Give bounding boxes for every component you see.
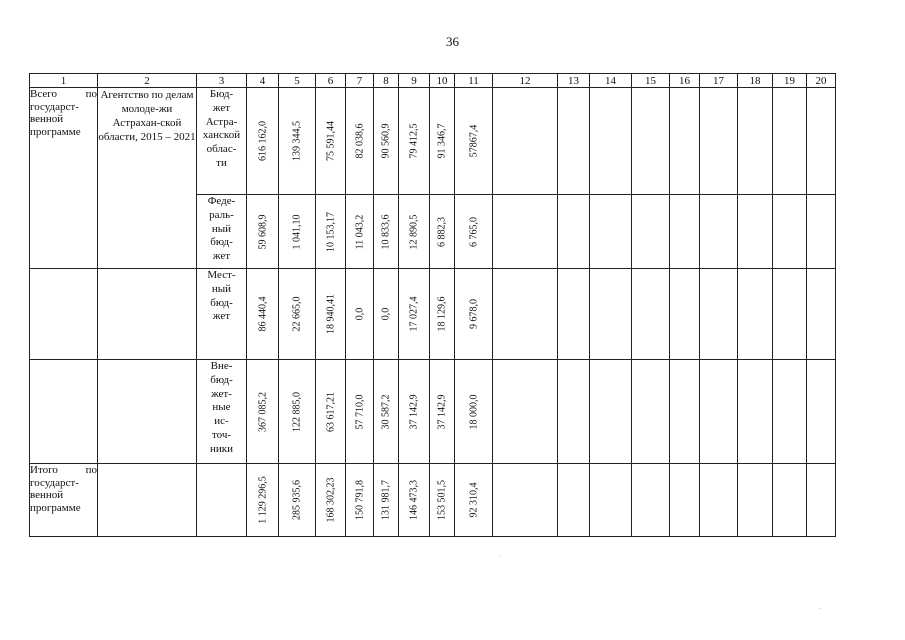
empty-cell: [590, 88, 632, 195]
header-cell: 14: [590, 74, 632, 88]
source-line: ти: [216, 156, 227, 169]
value-text: 63 617,21: [325, 391, 336, 432]
empty-cell: [558, 195, 590, 269]
source-line: бюд-: [210, 236, 233, 249]
value-text: 22 665,0: [291, 296, 303, 332]
value-text: 86 440,4: [257, 296, 268, 332]
value-cell: [247, 195, 279, 269]
source-line: бюд-: [210, 296, 233, 309]
empty-cell: [590, 360, 632, 464]
source-line: ники: [209, 442, 233, 455]
source-line: ис-: [214, 415, 229, 428]
empty-cell: [670, 360, 700, 464]
value-cell: [374, 360, 399, 464]
scan-speck: [500, 556, 501, 557]
value-text: 17 027,4: [408, 296, 420, 332]
value-text: 150 791,8: [354, 480, 365, 520]
empty-cell: [700, 464, 738, 537]
value-text: 18 000,0: [468, 394, 479, 429]
value-text: 91 346,7: [436, 123, 448, 159]
header-cell: 19: [773, 74, 807, 88]
value-cell: [374, 195, 399, 269]
value-cell: [430, 269, 455, 360]
value-cell: [430, 360, 455, 464]
value-cell: [399, 360, 430, 464]
empty-cell: [807, 360, 836, 464]
header-cell: 18: [738, 74, 773, 88]
empty-cell: [632, 464, 670, 537]
empty-cell: [700, 195, 738, 269]
value-cell: [430, 464, 455, 537]
value-text: 12 890,5: [408, 214, 420, 249]
empty-cell: [493, 269, 558, 360]
empty-cell: [738, 269, 773, 360]
value-text: 168 302,23: [325, 477, 336, 523]
funding-source-cell: [197, 195, 247, 269]
value-cell: [455, 464, 493, 537]
source-line: жет: [212, 101, 231, 114]
empty-cell: [738, 464, 773, 537]
empty-cell: [558, 464, 590, 537]
source-line: Феде-: [207, 195, 236, 207]
value-text: 6 882,3: [436, 216, 448, 247]
empty-cell: [493, 88, 558, 195]
value-text: 285 935,6: [291, 480, 303, 520]
value-text: 0,0: [380, 307, 392, 321]
table-row: [30, 464, 836, 537]
funding-source-cell: [197, 360, 247, 464]
value-text: 11 043,2: [354, 214, 365, 249]
table-row: [30, 269, 836, 360]
source-line: ный: [211, 222, 232, 235]
value-text: 1 129 296,5: [257, 476, 268, 524]
value-cell: [346, 269, 374, 360]
source-line: жет: [212, 250, 231, 263]
value-cell: [247, 269, 279, 360]
empty-cell: [670, 464, 700, 537]
page-number: 36: [446, 34, 459, 49]
value-cell: [316, 269, 346, 360]
value-text: 6 765,0: [468, 216, 479, 247]
header-cell: 17: [700, 74, 738, 88]
source-line: точ-: [211, 428, 232, 441]
value-text: 131 981,7: [380, 480, 392, 520]
empty-cell: [738, 88, 773, 195]
empty-cell: [700, 360, 738, 464]
value-text: 367 085,2: [257, 391, 268, 432]
empty-cell: [700, 269, 738, 360]
source-line: Вне-: [210, 360, 233, 372]
empty-cell: [558, 269, 590, 360]
empty-cell: [670, 269, 700, 360]
value-text: 75 591,44: [325, 121, 336, 161]
funding-source-cell: [197, 269, 247, 360]
funding-source-cell: [197, 88, 247, 195]
value-text: 18 129,6: [436, 296, 448, 332]
empty-cell: [493, 195, 558, 269]
value-text: 37 142,9: [408, 394, 420, 429]
empty-cell: [670, 88, 700, 195]
value-cell: [247, 88, 279, 195]
value-text: 79 412,5: [408, 123, 420, 159]
source-line: жет: [212, 310, 231, 323]
source-line: ный: [211, 282, 232, 295]
value-cell: [316, 360, 346, 464]
source-line: бюд-: [210, 373, 233, 386]
value-text: 59 608,9: [257, 214, 268, 249]
value-text: 1 041,10: [291, 214, 303, 249]
header-cell: 10: [430, 74, 455, 88]
header-cell: 12: [493, 74, 558, 88]
empty-cell: [632, 269, 670, 360]
value-cell: [316, 464, 346, 537]
empty-cell: [807, 88, 836, 195]
source-line: Мест-: [207, 269, 236, 281]
table-row: [30, 360, 836, 464]
source-line: Бюд-: [209, 88, 234, 100]
empty-cell: [590, 195, 632, 269]
value-cell: [374, 88, 399, 195]
empty-cell: [632, 360, 670, 464]
value-text: 139 344,5: [291, 121, 303, 161]
empty-cell: [590, 269, 632, 360]
value-cell: [316, 88, 346, 195]
value-cell: [279, 195, 316, 269]
value-text: 90 560,9: [380, 123, 392, 159]
header-cell: 7: [346, 74, 374, 88]
source-line: облас-: [206, 143, 237, 156]
value-cell: [430, 88, 455, 195]
budget-table: [29, 73, 836, 537]
value-text: 30 587,2: [380, 394, 392, 429]
empty-cell: [807, 269, 836, 360]
value-text: 82 038,6: [354, 123, 365, 159]
header-row: [30, 74, 836, 88]
source-line: ханской: [202, 129, 241, 142]
value-cell: [279, 88, 316, 195]
value-cell: [346, 195, 374, 269]
header-cell: 15: [632, 74, 670, 88]
empty-cell: [30, 360, 98, 464]
value-cell: [279, 360, 316, 464]
value-text: 57867,4: [468, 124, 479, 158]
empty-cell: [558, 360, 590, 464]
empty-cell: [632, 195, 670, 269]
empty-cell: [773, 360, 807, 464]
empty-cell: [807, 195, 836, 269]
value-text: 0,0: [354, 307, 365, 321]
header-cell: 1: [30, 74, 98, 88]
value-text: 146 473,3: [408, 480, 420, 520]
value-cell: [399, 195, 430, 269]
agency-cell: Агентство по делам молоде-жи Астрахан-ской области, 2015 – 2021: [98, 88, 197, 269]
table-row: [30, 88, 836, 195]
value-text: 10 833,6: [380, 214, 392, 249]
value-text: 57 710,0: [354, 394, 365, 429]
empty-cell: [670, 195, 700, 269]
source-line: ные: [212, 401, 231, 414]
value-text: 18 940,41: [325, 294, 336, 334]
header-cell: 3: [197, 74, 247, 88]
row-label-subtotal: Итого по государст-венной программе: [30, 464, 98, 537]
value-cell: [247, 464, 279, 537]
header-cell: 5: [279, 74, 316, 88]
empty-cell: [30, 269, 98, 360]
row-label-total: Всего по государст-венной программе: [30, 88, 98, 269]
empty-cell: [493, 360, 558, 464]
empty-cell: [773, 464, 807, 537]
value-text: 9 678,0: [468, 299, 479, 329]
source-line: раль-: [209, 208, 234, 221]
value-cell: [455, 195, 493, 269]
value-cell: [279, 464, 316, 537]
value-cell: [247, 360, 279, 464]
value-cell: [455, 360, 493, 464]
value-text: 122 885,0: [291, 391, 303, 432]
header-cell: 4: [247, 74, 279, 88]
empty-cell: [98, 464, 197, 537]
header-cell: 11: [455, 74, 493, 88]
value-text: 10 153,17: [325, 211, 336, 252]
value-text: 153 501,5: [436, 480, 448, 520]
empty-cell: [197, 464, 247, 537]
header-cell: 9: [399, 74, 430, 88]
value-text: 616 162,0: [257, 121, 268, 161]
value-cell: [316, 195, 346, 269]
header-cell: 16: [670, 74, 700, 88]
value-cell: [430, 195, 455, 269]
value-cell: [346, 464, 374, 537]
value-cell: [279, 269, 316, 360]
source-line: Астра-: [205, 115, 238, 128]
scan-speck: [820, 608, 821, 609]
value-cell: [374, 464, 399, 537]
header-cell: 13: [558, 74, 590, 88]
empty-cell: [773, 269, 807, 360]
empty-cell: [98, 360, 197, 464]
header-cell: 8: [374, 74, 399, 88]
header-cell: 20: [807, 74, 836, 88]
empty-cell: [773, 195, 807, 269]
header-cell: 2: [98, 74, 197, 88]
value-cell: [346, 88, 374, 195]
value-cell: [455, 269, 493, 360]
empty-cell: [632, 88, 670, 195]
source-line: жет-: [211, 387, 232, 400]
empty-cell: [773, 88, 807, 195]
value-text: 37 142,9: [436, 394, 448, 429]
value-cell: [346, 360, 374, 464]
value-cell: [399, 464, 430, 537]
empty-cell: [700, 88, 738, 195]
empty-cell: [738, 360, 773, 464]
empty-cell: [493, 464, 558, 537]
empty-cell: [738, 195, 773, 269]
empty-cell: [98, 269, 197, 360]
header-cell: 6: [316, 74, 346, 88]
value-cell: [399, 88, 430, 195]
value-cell: [399, 269, 430, 360]
empty-cell: [590, 464, 632, 537]
empty-cell: [558, 88, 590, 195]
value-cell: [455, 88, 493, 195]
value-text: 92 310,4: [468, 482, 479, 518]
empty-cell: [807, 464, 836, 537]
value-cell: [374, 269, 399, 360]
